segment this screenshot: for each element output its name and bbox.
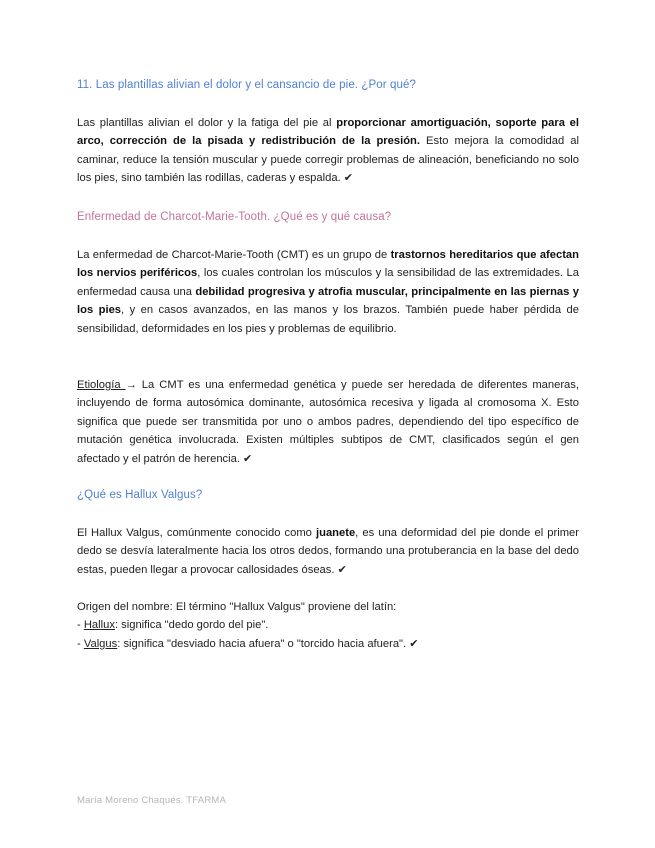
text: , y en casos avanzados, en las manos y los brazos. También puede haber pérdida de sensibilidad, deformidades en los pies y problemas de equilibrio. — [77, 304, 579, 335]
paragraph-hallux — [77, 524, 579, 579]
paragraph-plantillas — [77, 114, 579, 188]
text: - — [77, 619, 84, 632]
footer-author: María Moreno Chaqués. TFARMA — [77, 795, 227, 806]
text: - — [77, 637, 84, 650]
term: Hallux — [83, 619, 115, 632]
origin-item-valgus — [77, 635, 579, 653]
text: El Hallux Valgus, comúnmente conocido como — [77, 527, 316, 539]
text: Esto mejora la comodidad al caminar, reduce la tensión muscular y puede corregir problemas de alineación, beneficiando no solo los pies, sino también las rodillas, caderas y espalda. ✔ — [77, 135, 579, 185]
text: Las plantillas alivian el dolor y la fatiga del pie al — [77, 117, 337, 129]
origin-title: Origen del nombre: El término "Hallux Valgus" proviene del latín: — [77, 601, 397, 613]
bold-text: trastornos hereditarios que afectan los nervios periféricos — [77, 249, 579, 280]
paragraph-cmt-definition — [77, 246, 579, 338]
bold-text: proporcionar amortiguación, soporte para el arco, corrección de la pisada y redistribución de la presión. — [77, 117, 579, 148]
text: : significa "dedo gordo del pie". — [114, 619, 269, 632]
term: Valgus — [83, 637, 118, 650]
text: La enfermedad de Charcot-Marie-Tooth (CMT) es un grupo de — [77, 249, 391, 261]
text: → La CMT es una enfermedad genética y puede ser heredada de diferentes maneras, incluyendo de forma autosómica dominante, autosómica recesiva y ligada al cromosoma X. Esto significa que puede ser transmitida por uno o ambos padres, dependiendo del tipo específico de mutación genética involucrada. Existen múltiples subtipos de CMT, clasificados según el gen afectado y el patrón de herencia. ✔ — [77, 379, 579, 465]
section-heading-cmt: Enfermedad de Charcot-Marie-Tooth. ¿Qué es y qué causa? — [77, 211, 392, 223]
text: , los cuales controlan los músculos y la sensibilidad de las extremidades. La enfermedad causa una — [77, 267, 580, 298]
origin-list — [77, 598, 579, 653]
text: : significa "desviado hacia afuera" o "torcido hacia afuera". ✔ — [117, 637, 419, 650]
bold-text: debilidad progresiva y atrofia muscular, principalmente en las piernas y los pies — [77, 285, 579, 317]
etiologia-label: Etiología — [77, 379, 126, 391]
origin-item-hallux — [77, 616, 579, 634]
text: , es una deformidad del pie donde el primer dedo se desvía lateralmente hacia los otros dedos, formando una protuberancia en la base del dedo estas, pueden llegar a provocar callosidades óseas. ✔ — [77, 527, 579, 576]
section-heading-hallux: ¿Qué es Hallux Valgus? — [77, 489, 203, 501]
paragraph-cmt-etiologia — [77, 376, 579, 468]
bold-text: juanete — [316, 527, 356, 539]
section-heading-plantillas: 11. Las plantillas alivian el dolor y el cansancio de pie. ¿Por qué? — [77, 79, 417, 91]
